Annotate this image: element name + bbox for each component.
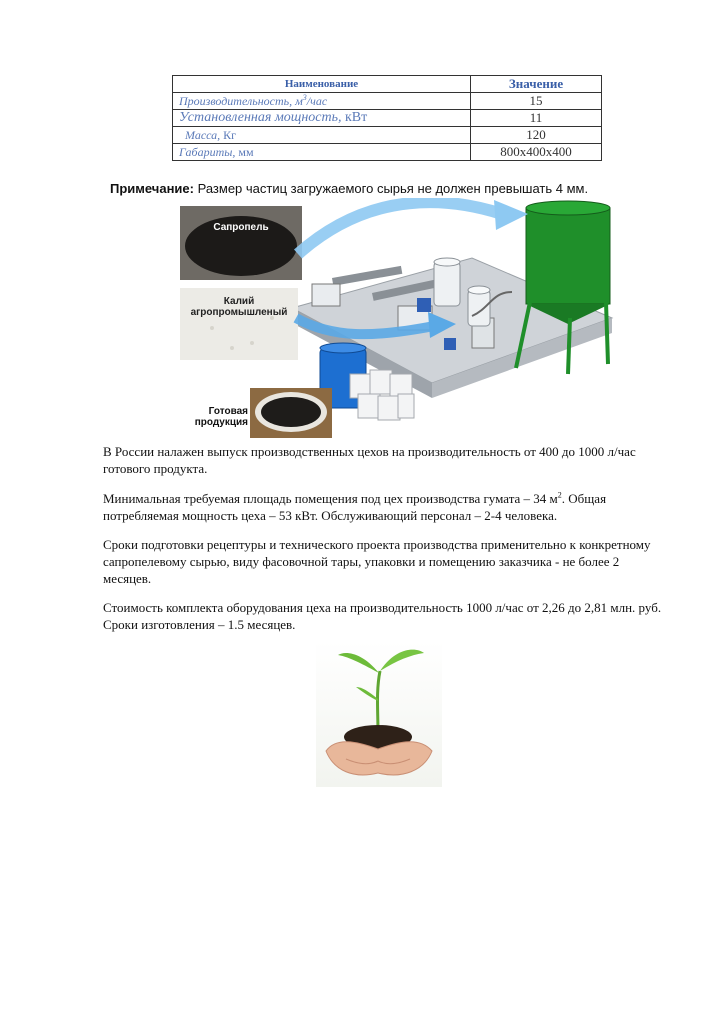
row-name-power: Установленная мощность, кВт (173, 110, 471, 127)
row-value-power: 11 (471, 110, 602, 127)
product-buckets (350, 370, 414, 420)
paragraph-cost: Стоимость комплекта оборудования цеха на производительность 1000 л/час от 2,26 до 2,81 млн. руб. Сроки изготовления – 1.5 месяцев. (103, 600, 662, 632)
row-value-capacity: 15 (471, 93, 602, 110)
label-product (188, 406, 248, 428)
table-row (173, 127, 602, 144)
row-value-mass: 120 (471, 127, 602, 144)
production-illustration (172, 198, 622, 440)
table-header-row (173, 76, 602, 93)
label-potassium-line2: агропромышленый (190, 307, 288, 318)
row-name-capacity: Производительность, $м^3$/час (173, 93, 471, 110)
arrow-sapropel (298, 202, 502, 254)
paragraph-terms: Сроки подготовки рецептуры и технического проекта производства применительно к конкретному сапропелевому сырью, виду фасовочной тары, упаковки и помещению заказчика - не более 2 месяцев. (103, 537, 651, 586)
row-name-dimensions: Габариты, мм (173, 144, 471, 161)
white-tank (434, 262, 460, 306)
production-diagram (172, 198, 622, 440)
table-row (173, 110, 602, 127)
paragraph-area: Минимальная требуемая площадь помещения под цех производства гумата – 34 $м^2$. Общая потребляемая мощность цеха – 53 кВт. Обслуживающий персонал – 2-4 человека. (103, 490, 607, 523)
paragraph-production: В России налажен выпуск производственных цехов на производительность от 400 до 1000 л/час готового продукта. (103, 444, 636, 476)
note-text: Размер частиц загружаемого сырья не должен превышать 4 мм. (193, 181, 589, 196)
column-header-value: Значение (471, 76, 602, 93)
label-potassium (180, 296, 298, 318)
note (110, 181, 670, 196)
row-value-dimensions: 800x400x400 (471, 144, 602, 161)
table-row (173, 93, 602, 110)
label-product-line1: Готовая (208, 406, 248, 417)
label-potassium-line1: Калий (223, 296, 255, 307)
row-name-mass: Масса, Кг (173, 127, 471, 144)
table-row (173, 144, 602, 161)
spec-table (172, 75, 602, 161)
plant-in-hands-image (316, 641, 442, 787)
label-product-line2: продукция (194, 417, 248, 428)
note-label: Примечание: (110, 181, 194, 196)
column-header-name: Наименование (173, 76, 471, 93)
green-tank (526, 208, 610, 304)
label-sapropel: Сапропель (213, 222, 269, 233)
